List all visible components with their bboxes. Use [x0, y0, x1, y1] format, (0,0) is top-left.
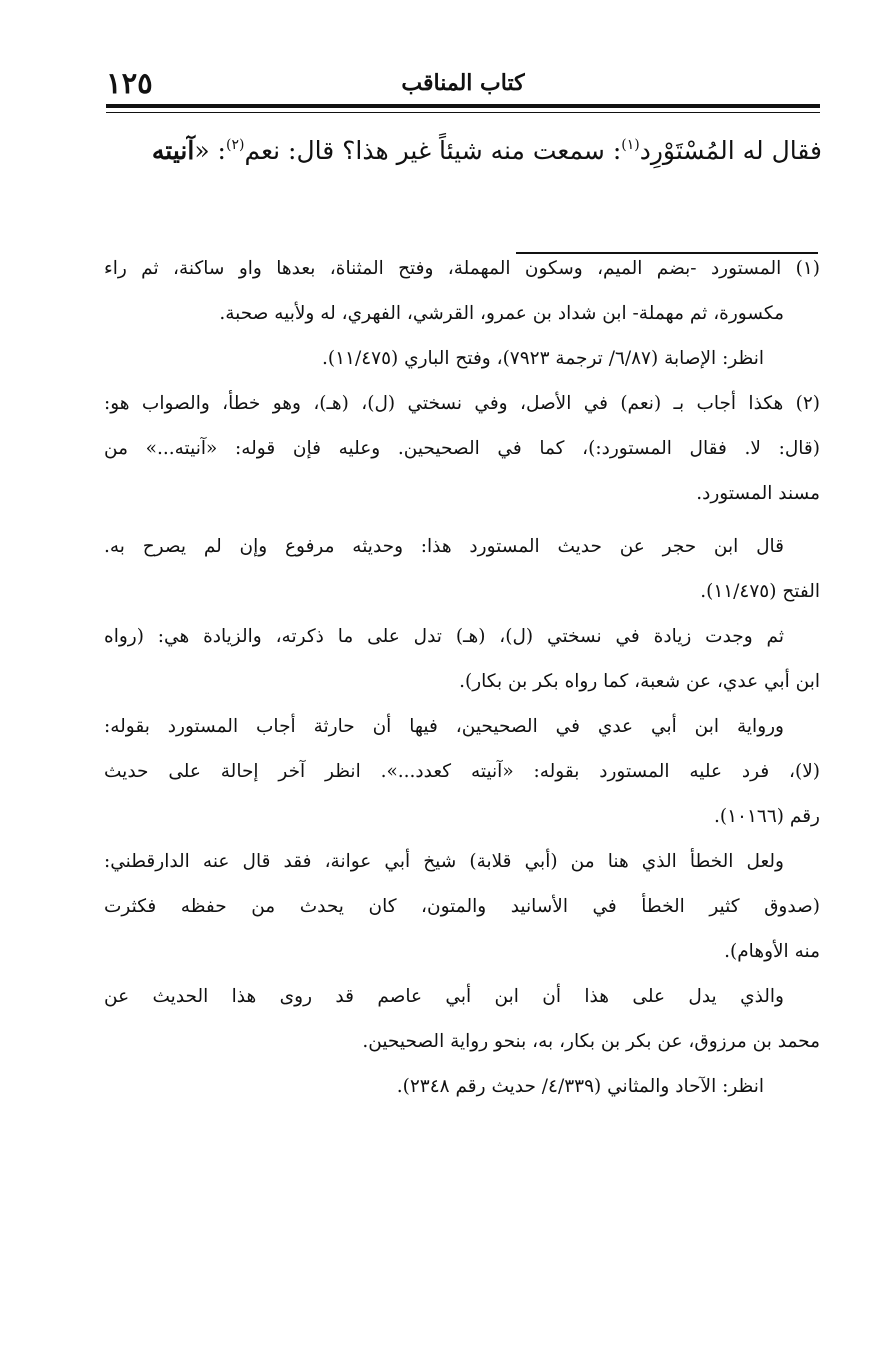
- footnote-line: والذي يدل على هذا أن ابن أبي عاصم قد روى هذا الحديث عن: [104, 986, 784, 1007]
- footnote-line: ابن أبي عدي، عن شعبة، كما رواه بكر بن بكار).: [459, 671, 820, 692]
- footnote-line: (١) المستورد -بضم الميم، وسكون المهملة، وفتح المثناة، بعدها واو ساكنة، ثم راء: [104, 258, 820, 279]
- main-text-line: [100, 126, 822, 176]
- footnote-line: ولعل الخطأ الذي هنا من (أبي قلابة) شيخ أبي عوانة، فقد قال عنه الدارقطني:: [104, 851, 784, 872]
- page-number: ١٢٥: [106, 66, 153, 100]
- footnotes: [104, 246, 820, 1109]
- footnote-line: مسند المستورد.: [696, 483, 820, 504]
- footnote-line: انظر: الإصابة (٦/٨٧/ ترجمة ٧٩٢٣)، وفتح الباري (١١/٤٧٥).: [322, 348, 764, 369]
- footnote-line: انظر: الآحاد والمثاني (٤/٣٣٩/ حديث رقم ٢٣٤٨).: [396, 1076, 764, 1097]
- footnote-line: (لا)، فرد عليه المستورد بقوله: «آنيته كعدد...». انظر آخر إحالة على حديث: [104, 761, 820, 782]
- header-rule-thin: [106, 112, 820, 113]
- footnote-line: رقم (١٠١٦٦).: [714, 806, 820, 827]
- footnote-line: ثم وجدت زيادة في نسختي (ل)، (هـ) تدل على ما ذكرته، والزيادة هي: (رواه: [104, 626, 784, 647]
- main-text-part2: : سمعت منه شيئاً غير هذا؟ قال: نعم: [244, 136, 622, 165]
- footnote-line: قال ابن حجر عن حديث المستورد هذا: وحديثه مرفوع وإن لم يصرح به.: [104, 536, 784, 557]
- main-text-bold-word: آنيته: [151, 136, 195, 165]
- footnote-line: (٢) هكذا أجاب بـ (نعم) في الأصل، وفي نسختي (ل)، (هـ)، وهو خطأ، والصواب هو:: [104, 393, 820, 414]
- footnote-line: منه الأوهام).: [724, 941, 820, 962]
- footnote-line: (قال: لا. فقال المستورد:)، كما في الصحيحين. وعليه فإن قوله: «آنيته...» من: [104, 438, 820, 459]
- book-title: كتاب المناقب: [401, 70, 525, 96]
- header-rule-thick: [106, 104, 820, 108]
- footnote-line: الفتح (١١/٤٧٥).: [700, 581, 820, 602]
- footnote-line: مكسورة، ثم مهملة- ابن شداد بن عمرو، القرشي، الفهري، له ولأبيه صحبة.: [219, 303, 784, 324]
- footnote-ref-1: (١): [621, 137, 640, 153]
- footnote-line: محمد بن مرزوق، عن بكر بن بكار، به، بنحو رواية الصحيحين.: [362, 1031, 820, 1052]
- footnote-line: ورواية ابن أبي عدي في الصحيحين، فيها أن حارثة أجاب المستورد بقوله:: [104, 716, 784, 737]
- main-text-part1: فقال له المُسْتَوْرِد: [639, 136, 822, 165]
- running-header: [106, 58, 820, 104]
- footnote-line: (صدوق كثير الخطأ في الأسانيد والمتون، كان يحدث من حفظه فكثرت: [104, 896, 820, 917]
- main-text-part3: : «: [194, 136, 226, 165]
- footnote-ref-2: (٢): [225, 137, 245, 153]
